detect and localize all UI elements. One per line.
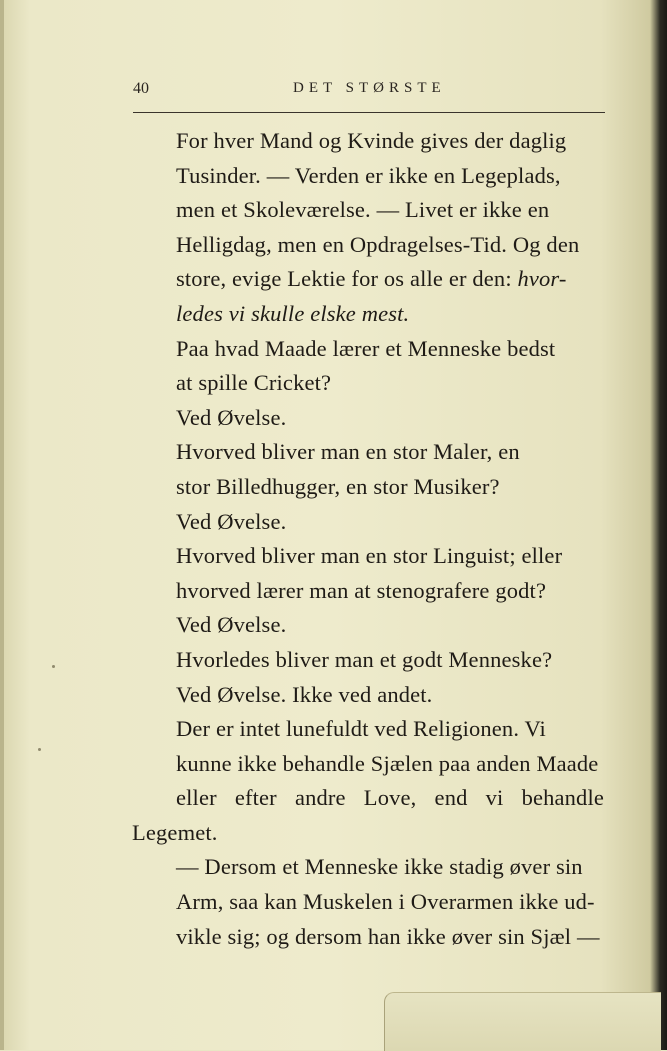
text-line: eller efter andre Love, end vi behandle Legemet.: [132, 785, 604, 845]
paragraph: [132, 124, 604, 332]
paragraph: [132, 712, 604, 954]
text-line: vikle sig; og dersom han ikke øver sin Sjæl —: [176, 923, 600, 949]
text-line: Der er intet lunefuldt ved Religionen. Vi: [176, 716, 546, 742]
text-line: stor Billedhugger, en stor Musiker?: [176, 473, 500, 499]
text-line: ledes vi skulle elske mest.: [176, 300, 410, 326]
paragraph: [132, 332, 604, 401]
text-line: For hver Mand og Kvinde gives der daglig: [176, 128, 567, 153]
paper-speck: [52, 665, 55, 668]
text-line: men et Skoleværelse. — Livet er ikke en: [176, 197, 550, 223]
running-header: [133, 80, 603, 104]
text-line: Hvorved bliver man en stor Maler, en: [176, 439, 520, 465]
paragraph: [132, 643, 604, 678]
page-number: 40: [133, 80, 149, 97]
text-line: — Dersom et Menneske ikke stadig øver sin: [176, 854, 583, 880]
text-line: Hvorved bliver man en stor Linguist; eller: [176, 543, 563, 569]
text-line: Ved Øvelse.: [176, 612, 287, 638]
running-title: DET STØRSTE: [293, 80, 446, 96]
text-line: Arm, saa kan Muskelen i Overarmen ikke ud-: [176, 889, 595, 915]
body-text: [132, 124, 604, 954]
text-line: at spille Cricket?: [176, 370, 332, 396]
page-left-edge: [0, 0, 4, 1050]
text-line: Ved Øvelse.: [176, 404, 287, 430]
text-line: store, evige Lektie for os alle er den: hvor-: [176, 266, 567, 292]
paragraph: [132, 608, 604, 643]
text-line: Ved Øvelse. Ikke ved andet.: [176, 681, 433, 707]
text-line: kunne ikke behandle Sjælen paa anden Maade: [176, 750, 599, 776]
paragraph: [132, 505, 604, 540]
paragraph: [132, 401, 604, 436]
text-line: Ved Øvelse.: [176, 508, 287, 534]
page-fold-mark: [384, 992, 661, 1051]
text-line: Hvorledes bliver man et godt Menneske?: [176, 646, 553, 672]
paragraph: [132, 435, 604, 504]
text-line: Helligdag, men en Opdragelses-Tid. Og den: [176, 231, 580, 257]
text-line: Paa hvad Maade lærer et Menneske bedst: [176, 335, 556, 361]
text-line: hvorved lærer man at stenografere godt?: [176, 577, 547, 603]
paragraph: [132, 678, 604, 713]
text-line: Tusinder. — Verden er ikke en Legeplads,: [176, 162, 561, 188]
paper-speck: [38, 748, 41, 751]
paragraph: [132, 539, 604, 608]
header-rule: [133, 112, 605, 113]
